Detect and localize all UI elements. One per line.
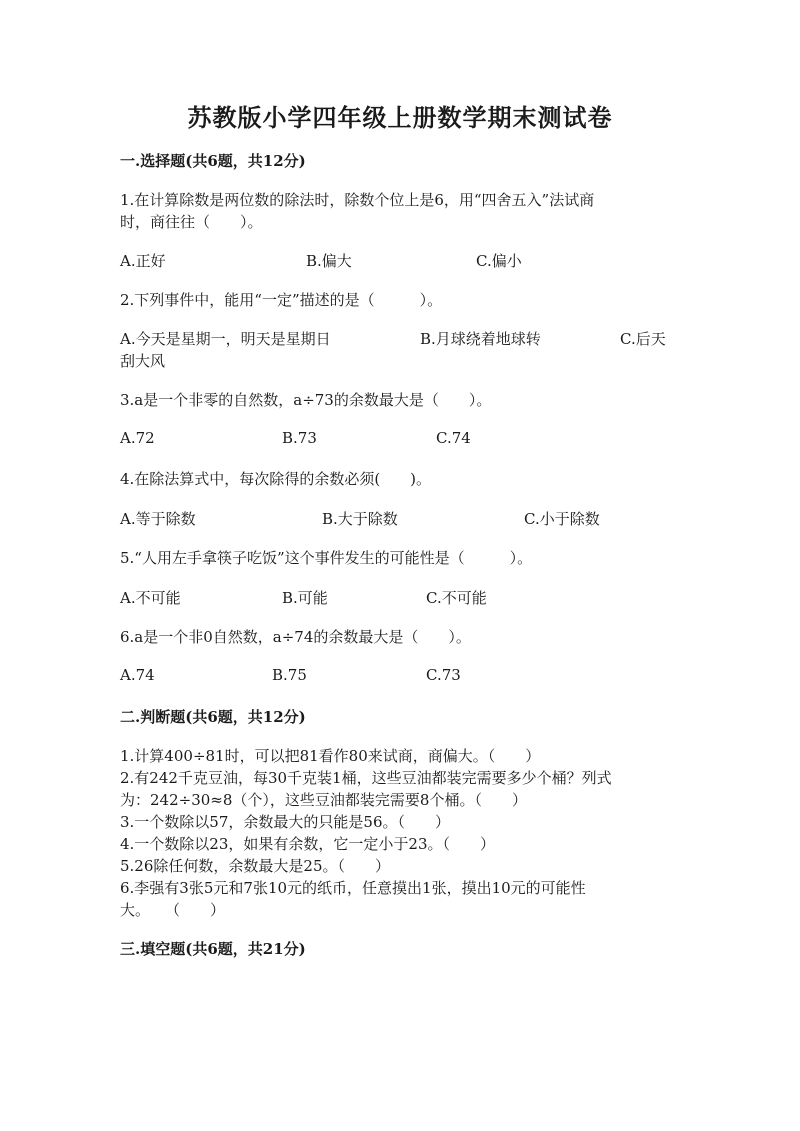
judgment-line-6: 5.26除任何数，余数最大是25。（ ）	[120, 857, 390, 875]
section-heading-fill-blank: 三.填空题(共6题，共21分)	[120, 940, 306, 958]
question-4-option-c: C.小于除数	[524, 510, 600, 528]
question-1-text: 1.在计算除数是两位数的除法时，除数个位上是6，用“四舍五入”法试商	[120, 191, 595, 209]
question-5-option-c: C.不可能	[426, 589, 487, 607]
question-2-option-c-cont: 刮大风	[120, 352, 166, 370]
question-3-option-c: C.74	[436, 429, 471, 447]
question-3-option-a: A.72	[120, 429, 155, 447]
judgment-line-8: 大。 （ ）	[120, 901, 226, 919]
section-heading-choice: 一.选择题(共6题，共12分)	[120, 152, 306, 170]
question-3-option-b: B.73	[282, 429, 317, 447]
question-3-text: 3.a是一个非零的自然数，a÷73的余数最大是（ ）。	[120, 391, 492, 409]
question-4-option-a: A.等于除数	[120, 510, 196, 528]
judgment-line-3: 为：242÷30≈8（个），这些豆油都装完需要8个桶。（ ）	[120, 791, 527, 809]
question-2-text: 2.下列事件中，能用“一定”描述的是（ ）。	[120, 291, 443, 309]
question-1-option-b: B.偏大	[306, 252, 352, 270]
judgment-line-7: 6.李强有3张5元和7张10元的纸币，任意摸出1张，摸出10元的可能性	[120, 879, 586, 897]
question-6-option-b: B.75	[272, 666, 307, 684]
question-6-text: 6.a是一个非0自然数，a÷74的余数最大是（ ）。	[120, 628, 471, 646]
question-6-option-a: A.74	[120, 666, 155, 684]
question-4-text: 4.在除法算式中，每次除得的余数必须( )。	[120, 470, 432, 488]
page-title: 苏教版小学四年级上册数学期末测试卷	[187, 103, 613, 132]
question-2-option-b: B.月球绕着地球转	[420, 330, 541, 348]
question-2-option-c: C.后天	[620, 330, 666, 348]
question-1-option-a: A.正好	[120, 252, 166, 270]
section-heading-judgment: 二.判断题(共6题，共12分)	[120, 708, 306, 726]
question-1-option-c: C.偏小	[476, 252, 522, 270]
judgment-line-5: 4.一个数除以23，如果有余数，它一定小于23。（ ）	[120, 835, 495, 853]
question-2-option-a: A.今天是星期一，明天是星期日	[120, 330, 331, 348]
question-5-option-a: A.不可能	[120, 589, 181, 607]
question-5-text: 5.“人用左手拿筷子吃饭”这个事件发生的可能性是（ ）。	[120, 549, 533, 567]
question-6-option-c: C.73	[426, 666, 461, 684]
question-4-option-b: B.大于除数	[322, 510, 398, 528]
judgment-line-4: 3.一个数除以57，余数最大的只能是56。（ ）	[120, 813, 450, 831]
judgment-line-2: 2.有242千克豆油，每30千克装1桶，这些豆油都装完需要多少个桶？列式	[120, 769, 612, 787]
judgment-line-1: 1.计算400÷81时，可以把81看作80来试商，商偏大。（ ）	[120, 747, 541, 765]
question-1-text-cont: 时，商往往（ ）。	[120, 213, 263, 231]
question-5-option-b: B.可能	[282, 589, 328, 607]
